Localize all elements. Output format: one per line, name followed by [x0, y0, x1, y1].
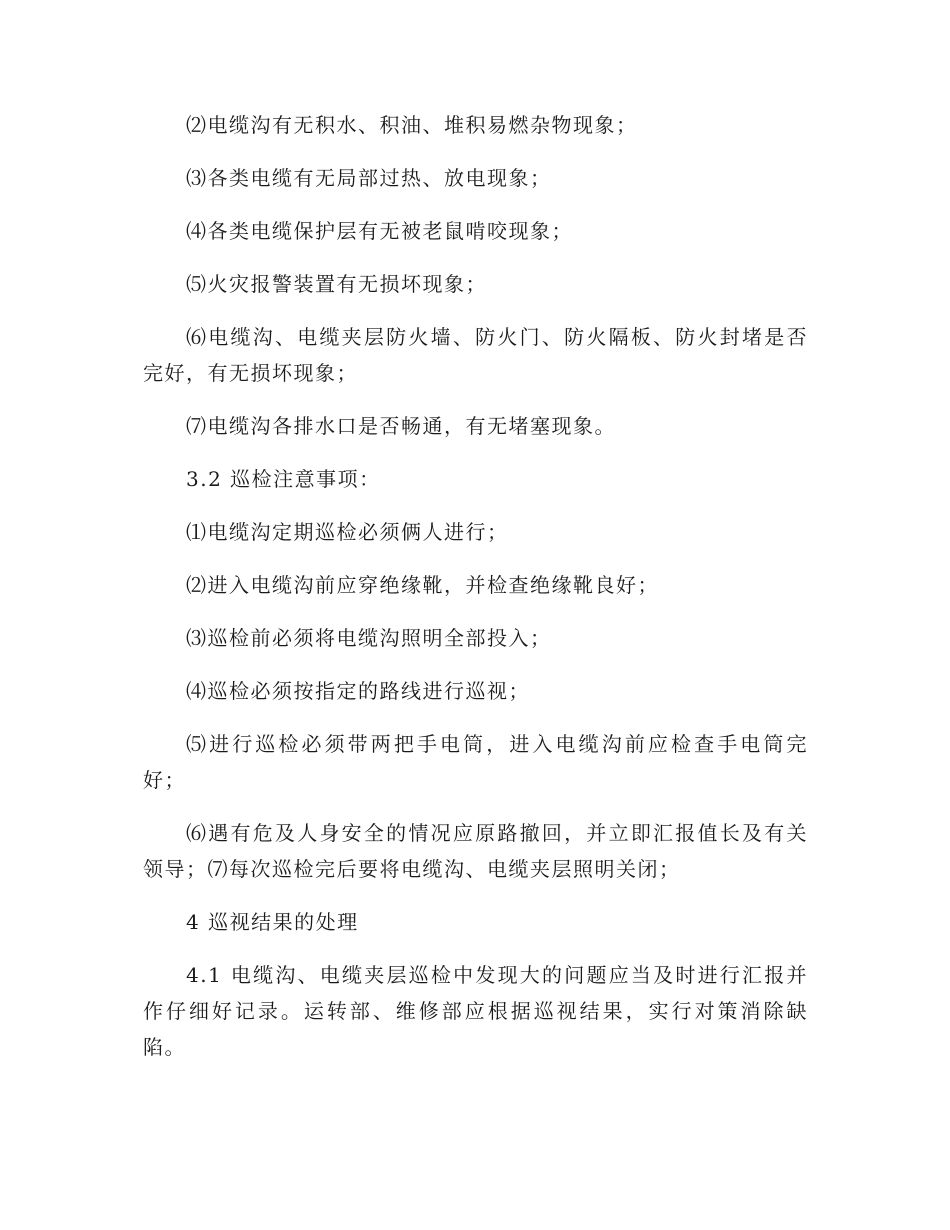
paragraph-danger-retreat: ⑹遇有危及人身安全的情况应原路撤回，并立即汇报值长及有关领导；⑺每次巡检完后要将电缆沟、电缆夹层照明关闭；	[143, 821, 808, 881]
paragraph-lighting-on: ⑶巡检前必须将电缆沟照明全部投入；	[186, 626, 552, 650]
paragraph-two-persons: ⑴电缆沟定期巡检必须俩人进行；	[186, 520, 509, 544]
paragraph-flashlights: ⑸进行巡检必须带两把手电筒，进入电缆沟前应检查手电筒完好；	[143, 732, 808, 792]
paragraph-check-fire-alarm: ⑸火灾报警装置有无损坏现象；	[186, 272, 487, 296]
document-body	[143, 107, 808, 1082]
paragraph-designated-route: ⑷巡检必须按指定的路线进行巡视；	[186, 679, 530, 703]
paragraph-4-1: 4.1 电缆沟、电缆夹层巡检中发现大的问题应当及时进行汇报并作仔细好记录。运转部、维修部应根据巡视结果，实行对策消除缺陷。	[143, 963, 808, 1059]
section-heading-4: 4 巡视结果的处理	[186, 910, 359, 934]
paragraph-insulated-boots: ⑵进入电缆沟前应穿绝缘靴，并检查绝缘靴良好；	[186, 573, 659, 597]
paragraph-check-fire-barriers: ⑹电缆沟、电缆夹层防火墙、防火门、防火隔板、防火封堵是否完好，有无损坏现象；	[143, 325, 808, 385]
paragraph-check-overheat: ⑶各类电缆有无局部过热、放电现象；	[186, 166, 552, 190]
paragraph-check-drainage: ⑺电缆沟各排水口是否畅通，有无堵塞现象。	[186, 414, 616, 438]
paragraph-check-rodent: ⑷各类电缆保护层有无被老鼠啃咬现象；	[186, 219, 573, 243]
paragraph-check-water-oil: ⑵电缆沟有无积水、积油、堆积易燃杂物现象；	[186, 113, 638, 137]
section-heading-3-2: 3.2 巡检注意事项：	[186, 467, 381, 491]
